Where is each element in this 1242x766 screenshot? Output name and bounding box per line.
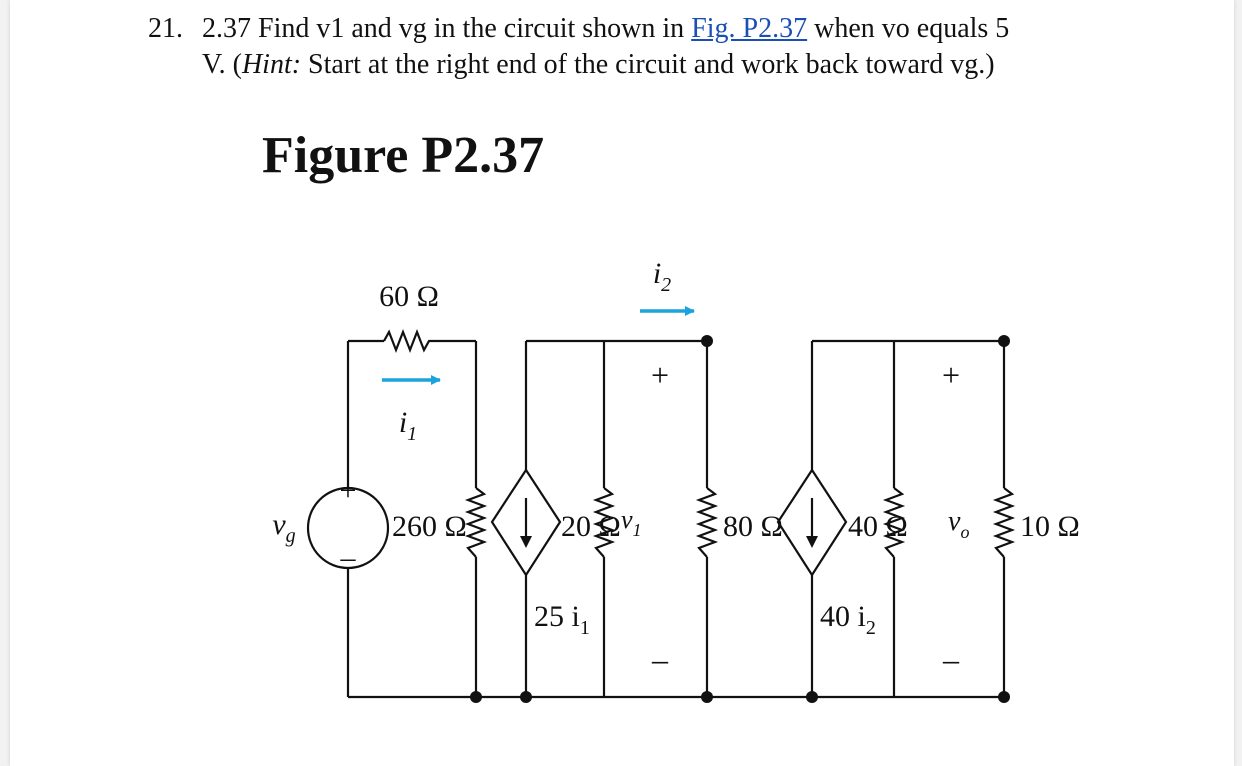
resistors xyxy=(384,332,1012,557)
label-40-ohm: 40 Ω xyxy=(848,510,908,543)
v1-plus: + xyxy=(650,357,670,393)
label-vo: $v_o$ xyxy=(948,506,970,542)
problem-text-start: 2.37 Find v1 and vg in the circuit shown in xyxy=(202,13,692,44)
label-i2: $i_2$ xyxy=(652,257,672,296)
label-dep-source-2: 40 $i_2$ xyxy=(820,600,876,639)
hint-label: Hint: xyxy=(241,49,302,80)
problem-number: 21. xyxy=(148,13,183,44)
label-dep-source-1: 25 $i_1$ xyxy=(534,600,590,639)
vg-plus: + xyxy=(339,474,357,507)
label-vg: $v_g$ xyxy=(272,508,296,547)
figure-title: Figure P2.37 xyxy=(262,127,545,184)
label-10-ohm: 10 Ω xyxy=(1020,510,1080,543)
problem-text-end: when vo equals 5 xyxy=(807,13,1010,44)
resistor-80 xyxy=(699,488,715,557)
hint-text: Start at the right end of the circuit and work back toward vg.) xyxy=(301,49,995,80)
resistor-60 xyxy=(384,332,434,350)
label-v1: $v_1$ xyxy=(621,505,642,540)
problem-line2-start: V. ( xyxy=(202,49,242,80)
label-20-ohm: 20 Ω xyxy=(561,510,621,543)
v1-minus: – xyxy=(652,641,668,677)
vo-plus: + xyxy=(941,357,961,393)
resistor-10 xyxy=(996,488,1012,557)
vo-minus: – xyxy=(943,641,959,677)
label-80-ohm: 80 Ω xyxy=(723,510,783,543)
label-i1: $i_1$ xyxy=(398,406,418,445)
label-260-ohm: 260 Ω xyxy=(392,510,467,543)
vg-minus: – xyxy=(340,541,356,574)
label-60-ohm: 60 Ω xyxy=(379,280,439,313)
resistor-260 xyxy=(468,488,484,557)
figure-link[interactable]: Fig. P2.37 xyxy=(691,13,808,44)
